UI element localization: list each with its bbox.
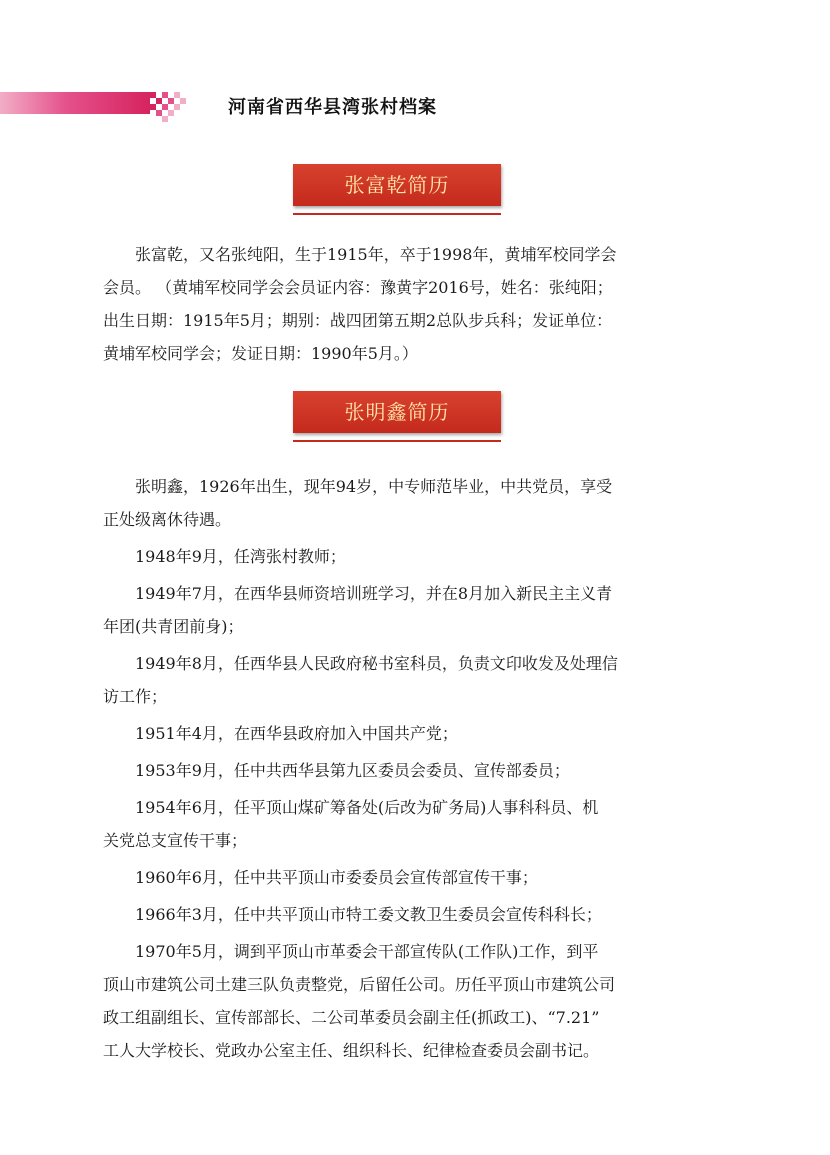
section-title-zhang-fuqian: 张富乾简历 xyxy=(293,164,501,206)
section-body-zhang-fuqian xyxy=(103,238,693,374)
paragraph xyxy=(103,540,693,573)
text-line: 政工组副组长、宣传部部长、二公司革委员会副主任(抓政工)、“7.21” xyxy=(103,1008,600,1027)
paragraph xyxy=(103,935,693,1067)
header-pixel-pattern xyxy=(150,92,190,122)
paragraph xyxy=(103,898,693,931)
paragraph xyxy=(103,861,693,894)
section-rule xyxy=(293,213,501,215)
text-line: 1949年8月，任西华县人民政府秘书室科员，负责文印收发及处理信 xyxy=(103,654,618,673)
text-line: 黄埔军校同学会；发证日期：1990年5月。） xyxy=(103,344,418,363)
section-title-zhang-mingxin: 张明鑫简历 xyxy=(293,391,501,433)
paragraph xyxy=(103,577,693,643)
text-line: 访工作； xyxy=(103,687,168,706)
paragraph xyxy=(103,647,693,713)
text-line: 1951年4月，在西华县政府加入中国共产党； xyxy=(103,724,458,743)
text-line: 正处级离休待遇。 xyxy=(103,510,232,529)
paragraph xyxy=(103,754,693,787)
text-line: 张明鑫，1926年出生，现年94岁，中专师范毕业，中共党员，享受 xyxy=(103,477,613,496)
text-line: 张富乾，又名张纯阳，生于1915年，卒于1998年，黄埔军校同学会 xyxy=(103,245,617,264)
text-line: 1966年3月，任中共平顶山市特工委文教卫生委员会宣传科科长； xyxy=(103,905,602,924)
text-line: 1953年9月，任中共西华县第九区委员会委员、宣传部委员； xyxy=(103,761,570,780)
text-line: 1960年6月，任中共平顶山市委委员会宣传部宣传干事； xyxy=(103,868,538,887)
text-line: 1954年6月，任平顶山煤矿筹备处(后改为矿务局)人事科科员、机 xyxy=(103,798,599,817)
text-line: 顶山市建筑公司土建三队负责整党，后留任公司。历任平顶山市建筑公司 xyxy=(103,975,616,994)
text-line: 1948年9月，任湾张村教师； xyxy=(103,547,346,566)
paragraph xyxy=(103,717,693,750)
paragraph xyxy=(103,470,693,536)
page-header-title: 河南省西华县湾张村档案 xyxy=(228,97,437,118)
header-accent-bar xyxy=(0,92,150,114)
text-line: 会员。 （黄埔军校同学会会员证内容：豫黄字2016号，姓名：张纯阳； xyxy=(103,278,613,297)
text-line: 工人大学校长、党政办公室主任、组织科长、纪律检查委员会副书记。 xyxy=(103,1041,600,1060)
text-line: 年团(共青团前身)； xyxy=(103,617,244,636)
text-line: 关党总支宣传干事； xyxy=(103,831,248,850)
paragraph xyxy=(103,238,693,370)
text-line: 1970年5月，调到平顶山市革委会干部宣传队(工作队)工作，到平 xyxy=(103,942,599,961)
section-rule xyxy=(293,440,501,442)
paragraph xyxy=(103,791,693,857)
text-line: 1949年7月，在西华县师资培训班学习，并在8月加入新民主主义青 xyxy=(103,584,613,603)
section-body-zhang-mingxin xyxy=(103,470,693,1071)
text-line: 出生日期：1915年5月；期别：战四团第五期2总队步兵科；发证单位： xyxy=(103,311,613,330)
